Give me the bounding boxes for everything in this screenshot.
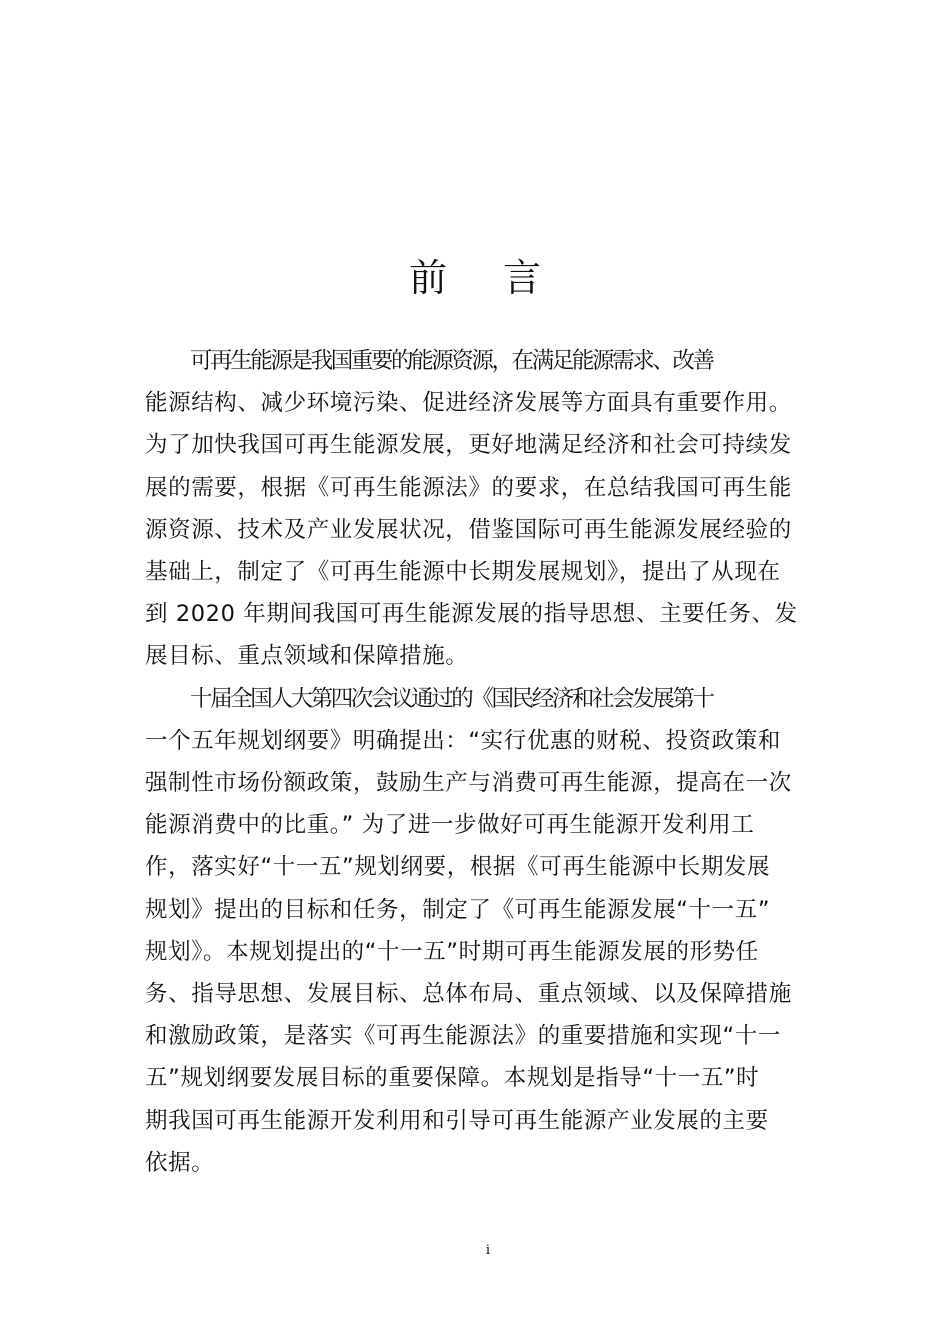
text-line: 展目标、重点领域和保障措施。 [145, 643, 469, 670]
text-line: 源资源、技术及产业发展状况，借鉴国际可再生能源发展经验的 [145, 516, 792, 543]
text-line: 到 2020 年期间我国可再生能源发展的指导思想、主要任务、发 [145, 601, 798, 628]
text-line: 作，落实好“十一五”规划纲要，根据《可再生能源中长期发展 [145, 854, 771, 881]
text-line: 规划》提出的目标和任务，制定了《可再生能源发展“十一五” [145, 896, 771, 923]
text-line: 基础上，制定了《可再生能源中长期发展规划》，提出了从现在 [145, 559, 781, 586]
paragraph-2 [145, 678, 815, 1184]
page-title: 前 言 [408, 256, 564, 300]
text-line: 五”规划纲要发展目标的重要保障。本规划是指导“十一五”时 [145, 1065, 760, 1092]
text-line: 为了加快我国可再生能源发展，更好地满足经济和社会可持续发 [145, 432, 792, 459]
text-line: 能源结构、减少环境污染、促进经济发展等方面具有重要作用。 [145, 390, 792, 417]
text-line: 展的需要，根据《可再生能源法》的要求，在总结我国可再生能 [145, 474, 792, 501]
text-line: 一个五年规划纲要》明确提出：“实行优惠的财税、投资政策和 [145, 727, 781, 754]
text-line: 可再生能源是我国重要的能源资源，在满足能源需求、改善 [190, 348, 713, 374]
paragraph-1 [145, 340, 815, 678]
page-number: i [485, 1243, 491, 1258]
text-line: 规划》。本规划提出的“十一五”时期可再生能源发展的形势任 [145, 938, 759, 965]
document-body [145, 340, 815, 1184]
text-line: 能源消费中的比重。” 为了进一步做好可再生能源开发利用工 [145, 812, 755, 839]
text-line: 强制性市场份额政策，鼓励生产与消费可再生能源，提高在一次 [145, 770, 792, 797]
text-line: 依据。 [145, 1149, 215, 1176]
text-line: 十届全国人大第四次会议通过的《国民经济和社会发展第十 [190, 685, 713, 712]
text-line: 期我国可再生能源开发利用和引导可再生能源产业发展的主要 [145, 1107, 769, 1134]
text-line: 务、指导思想、发展目标、总体布局、重点领域、以及保障措施 [145, 981, 792, 1008]
text-line: 和激励政策，是落实《可再生能源法》的重要措施和实现“十一 [145, 1023, 781, 1050]
